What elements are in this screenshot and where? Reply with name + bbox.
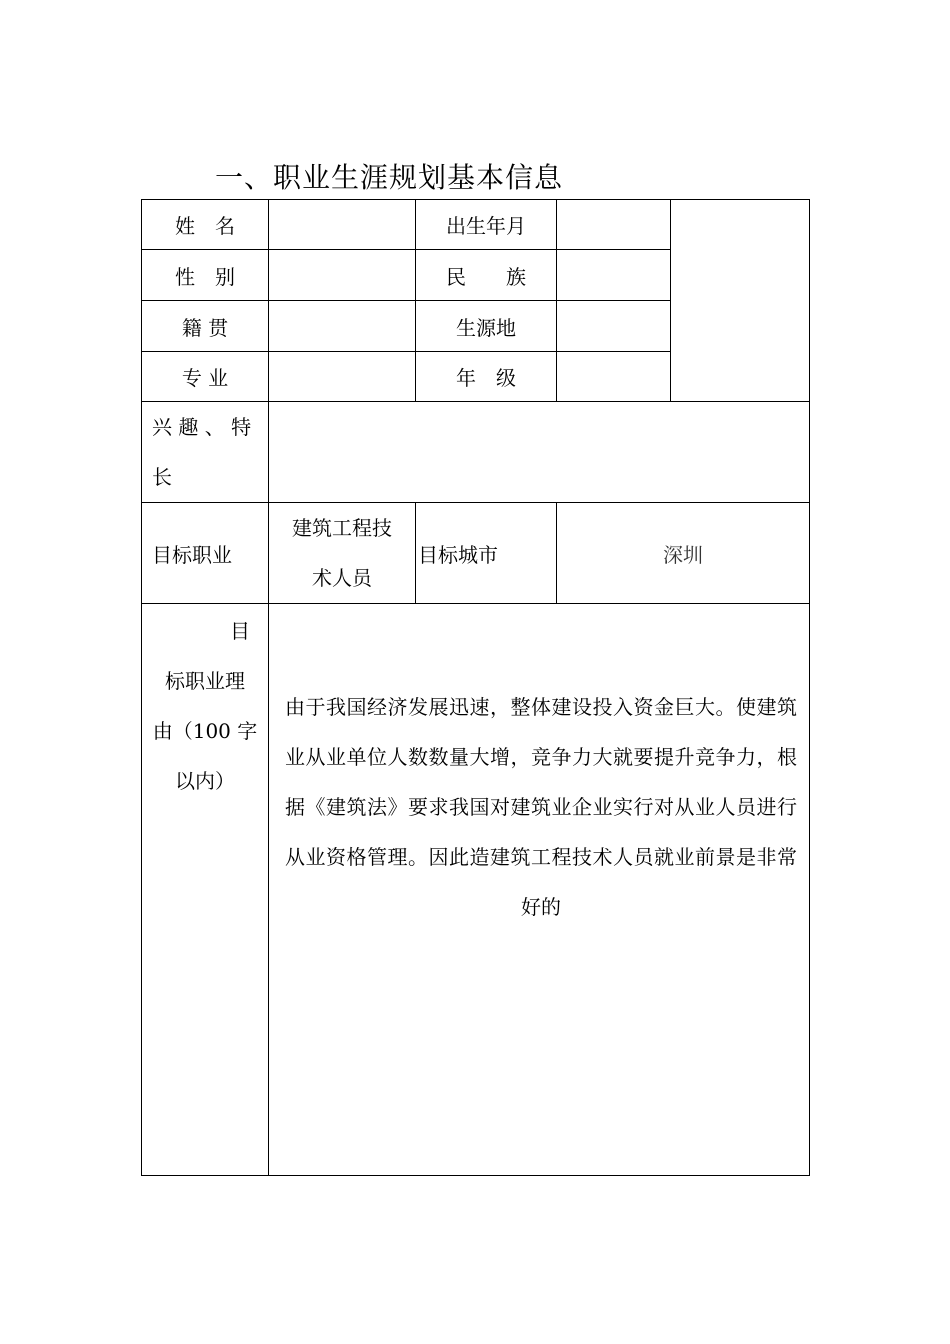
hobby-label <box>142 402 269 503</box>
origin-label: 生源地 <box>416 301 557 352</box>
page-title: 一、职业生涯规划基本信息 <box>215 161 564 194</box>
target-job-value[interactable] <box>269 503 416 604</box>
native-place-label: 籍 贯 <box>142 301 269 352</box>
ethnicity-label: 民 族 <box>416 250 557 301</box>
major-label: 专 业 <box>142 352 269 402</box>
name-value[interactable] <box>269 200 416 250</box>
hobby-value[interactable] <box>269 402 810 503</box>
reason-label <box>142 604 269 1176</box>
target-job-value-line1: 建筑工程技 <box>292 516 392 540</box>
target-city-label: 目标城市 <box>416 503 557 604</box>
target-job-label: 目标职业 <box>142 503 269 604</box>
birth-label: 出生年月 <box>416 200 557 250</box>
ethnicity-value[interactable] <box>557 250 671 301</box>
grade-value[interactable] <box>557 352 671 402</box>
origin-value[interactable] <box>557 301 671 352</box>
reason-label-line2: 标职业理 <box>165 669 245 693</box>
gender-label: 性 别 <box>142 250 269 301</box>
career-info-table <box>141 199 810 1176</box>
reason-label-line1: 目 <box>230 619 250 643</box>
gender-value[interactable] <box>269 250 416 301</box>
photo-cell[interactable] <box>671 200 810 402</box>
birth-value[interactable] <box>557 200 671 250</box>
reason-label-line4: 以内） <box>175 769 235 793</box>
target-city-value[interactable]: 深圳 <box>557 503 810 604</box>
hobby-label-line1: 兴 趣 、 特 <box>152 415 252 439</box>
hobby-label-line2: 长 <box>152 465 172 489</box>
grade-label: 年 级 <box>416 352 557 402</box>
target-job-value-line2: 术人员 <box>312 566 372 590</box>
native-place-value[interactable] <box>269 301 416 352</box>
major-value[interactable] <box>269 352 416 402</box>
name-label: 姓 名 <box>142 200 269 250</box>
reason-label-line3: 由（100 字 <box>152 719 258 743</box>
reason-text[interactable]: 由于我国经济发展迅速，整体建设投入资金巨大。使建筑业从业单位人数数量大增，竞争力大就要提升竞争力，根据《建筑法》要求我国对建筑业企业实行对从业人员进行从业资格管理。因此造建筑工程技术人员就业前景是非常好的 <box>269 604 810 1176</box>
